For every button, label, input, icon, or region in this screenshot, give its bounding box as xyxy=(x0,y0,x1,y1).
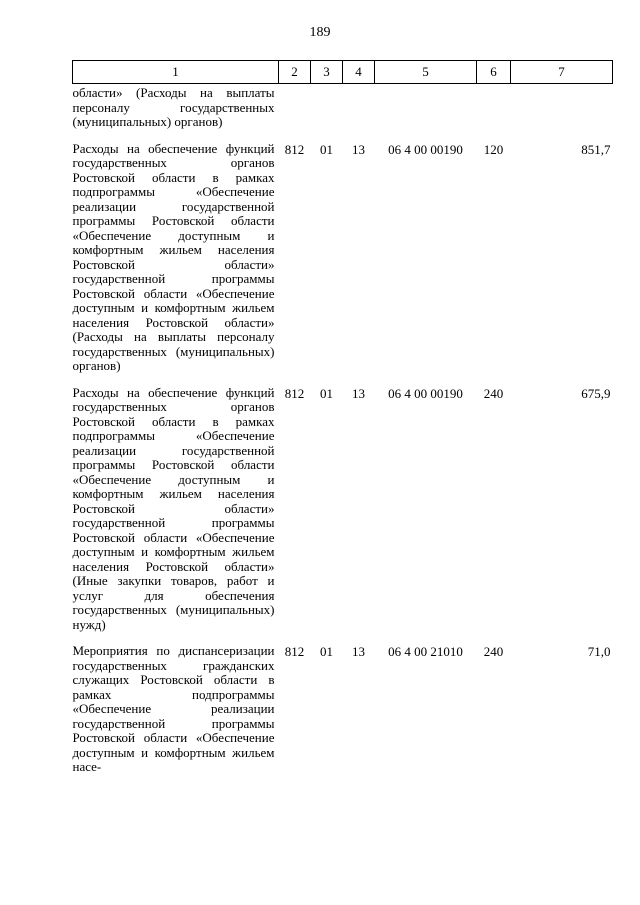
row-expense-type xyxy=(477,84,511,142)
page-number: 189 xyxy=(309,25,331,40)
row-description: Мероприятия по диспансеризации государственных гражданских служащих Ростовской области в рамках подпрограммы «Обеспечение реализации государственной программы Ростовской области «Обеспечение доступным и комфортным жильем насе- xyxy=(72,643,275,774)
row-ministry-code: 812 xyxy=(284,385,305,401)
row-target-article: 06 4 00 21010 xyxy=(388,644,463,659)
row-amount: 71,0 xyxy=(587,644,611,659)
row-amount: 851,7 xyxy=(581,141,611,157)
row-expense-type: 120 xyxy=(483,141,504,157)
row-amount: 675,9 xyxy=(581,385,611,401)
row-section: 01 xyxy=(320,644,333,659)
header-col-3: 3 xyxy=(311,61,343,84)
header-row xyxy=(73,61,613,84)
table-row xyxy=(73,644,613,787)
row-amount xyxy=(511,84,613,142)
row-subsection: 13 xyxy=(352,644,365,659)
row-subsection: 13 xyxy=(352,385,365,401)
row-description: области» (Расходы на выплаты персоналу государственных (муниципальных) органов) xyxy=(72,85,275,129)
budget-table xyxy=(72,60,613,787)
header-col-4: 4 xyxy=(343,61,375,84)
row-description: Расходы на обеспечение функций государственных органов Ростовской области в рамках подпрограммы «Обеспечение реализации государственной программы Ростовской области «Обеспечение доступным и комфортным жильем населения Ростовской области» государственной программы Ростовской области «Обеспечение доступным и комфортным жильем населения Ростовской области» (Расходы на выплаты персоналу государственных (муниципальных) органов) xyxy=(72,140,275,373)
row-subsection xyxy=(343,84,375,142)
row-ministry-code: 812 xyxy=(284,141,305,157)
row-section xyxy=(311,84,343,142)
header-col-1: 1 xyxy=(73,61,279,84)
row-subsection: 13 xyxy=(352,141,365,157)
row-target-article xyxy=(375,84,477,142)
header-col-5: 5 xyxy=(375,61,477,84)
header-col-7: 7 xyxy=(511,61,613,84)
row-expense-type: 240 xyxy=(483,385,504,401)
table-row xyxy=(73,142,613,386)
row-target-article: 06 4 00 00190 xyxy=(388,385,463,401)
row-ministry-code: 812 xyxy=(284,644,305,659)
header-col-6: 6 xyxy=(477,61,511,84)
header-col-2: 2 xyxy=(279,61,311,84)
table-row xyxy=(73,84,613,142)
row-section: 01 xyxy=(320,141,333,157)
row-description: Расходы на обеспечение функций государственных органов Ростовской области в рамках подпрограммы «Обеспечение реализации государственной программы Ростовской области «Обеспечение доступным и комфортным жильем населения Ростовской области» государственной программы Ростовской области «Обеспечение доступным и комфортным жильем населения Ростовской области» (Иные закупки товаров, работ и услуг для обеспечения государственных (муниципальных) нужд) xyxy=(72,384,275,632)
table-row xyxy=(73,386,613,645)
row-expense-type: 240 xyxy=(483,644,504,659)
row-ministry-code xyxy=(279,84,311,142)
row-section: 01 xyxy=(320,385,333,401)
row-target-article: 06 4 00 00190 xyxy=(388,141,463,157)
